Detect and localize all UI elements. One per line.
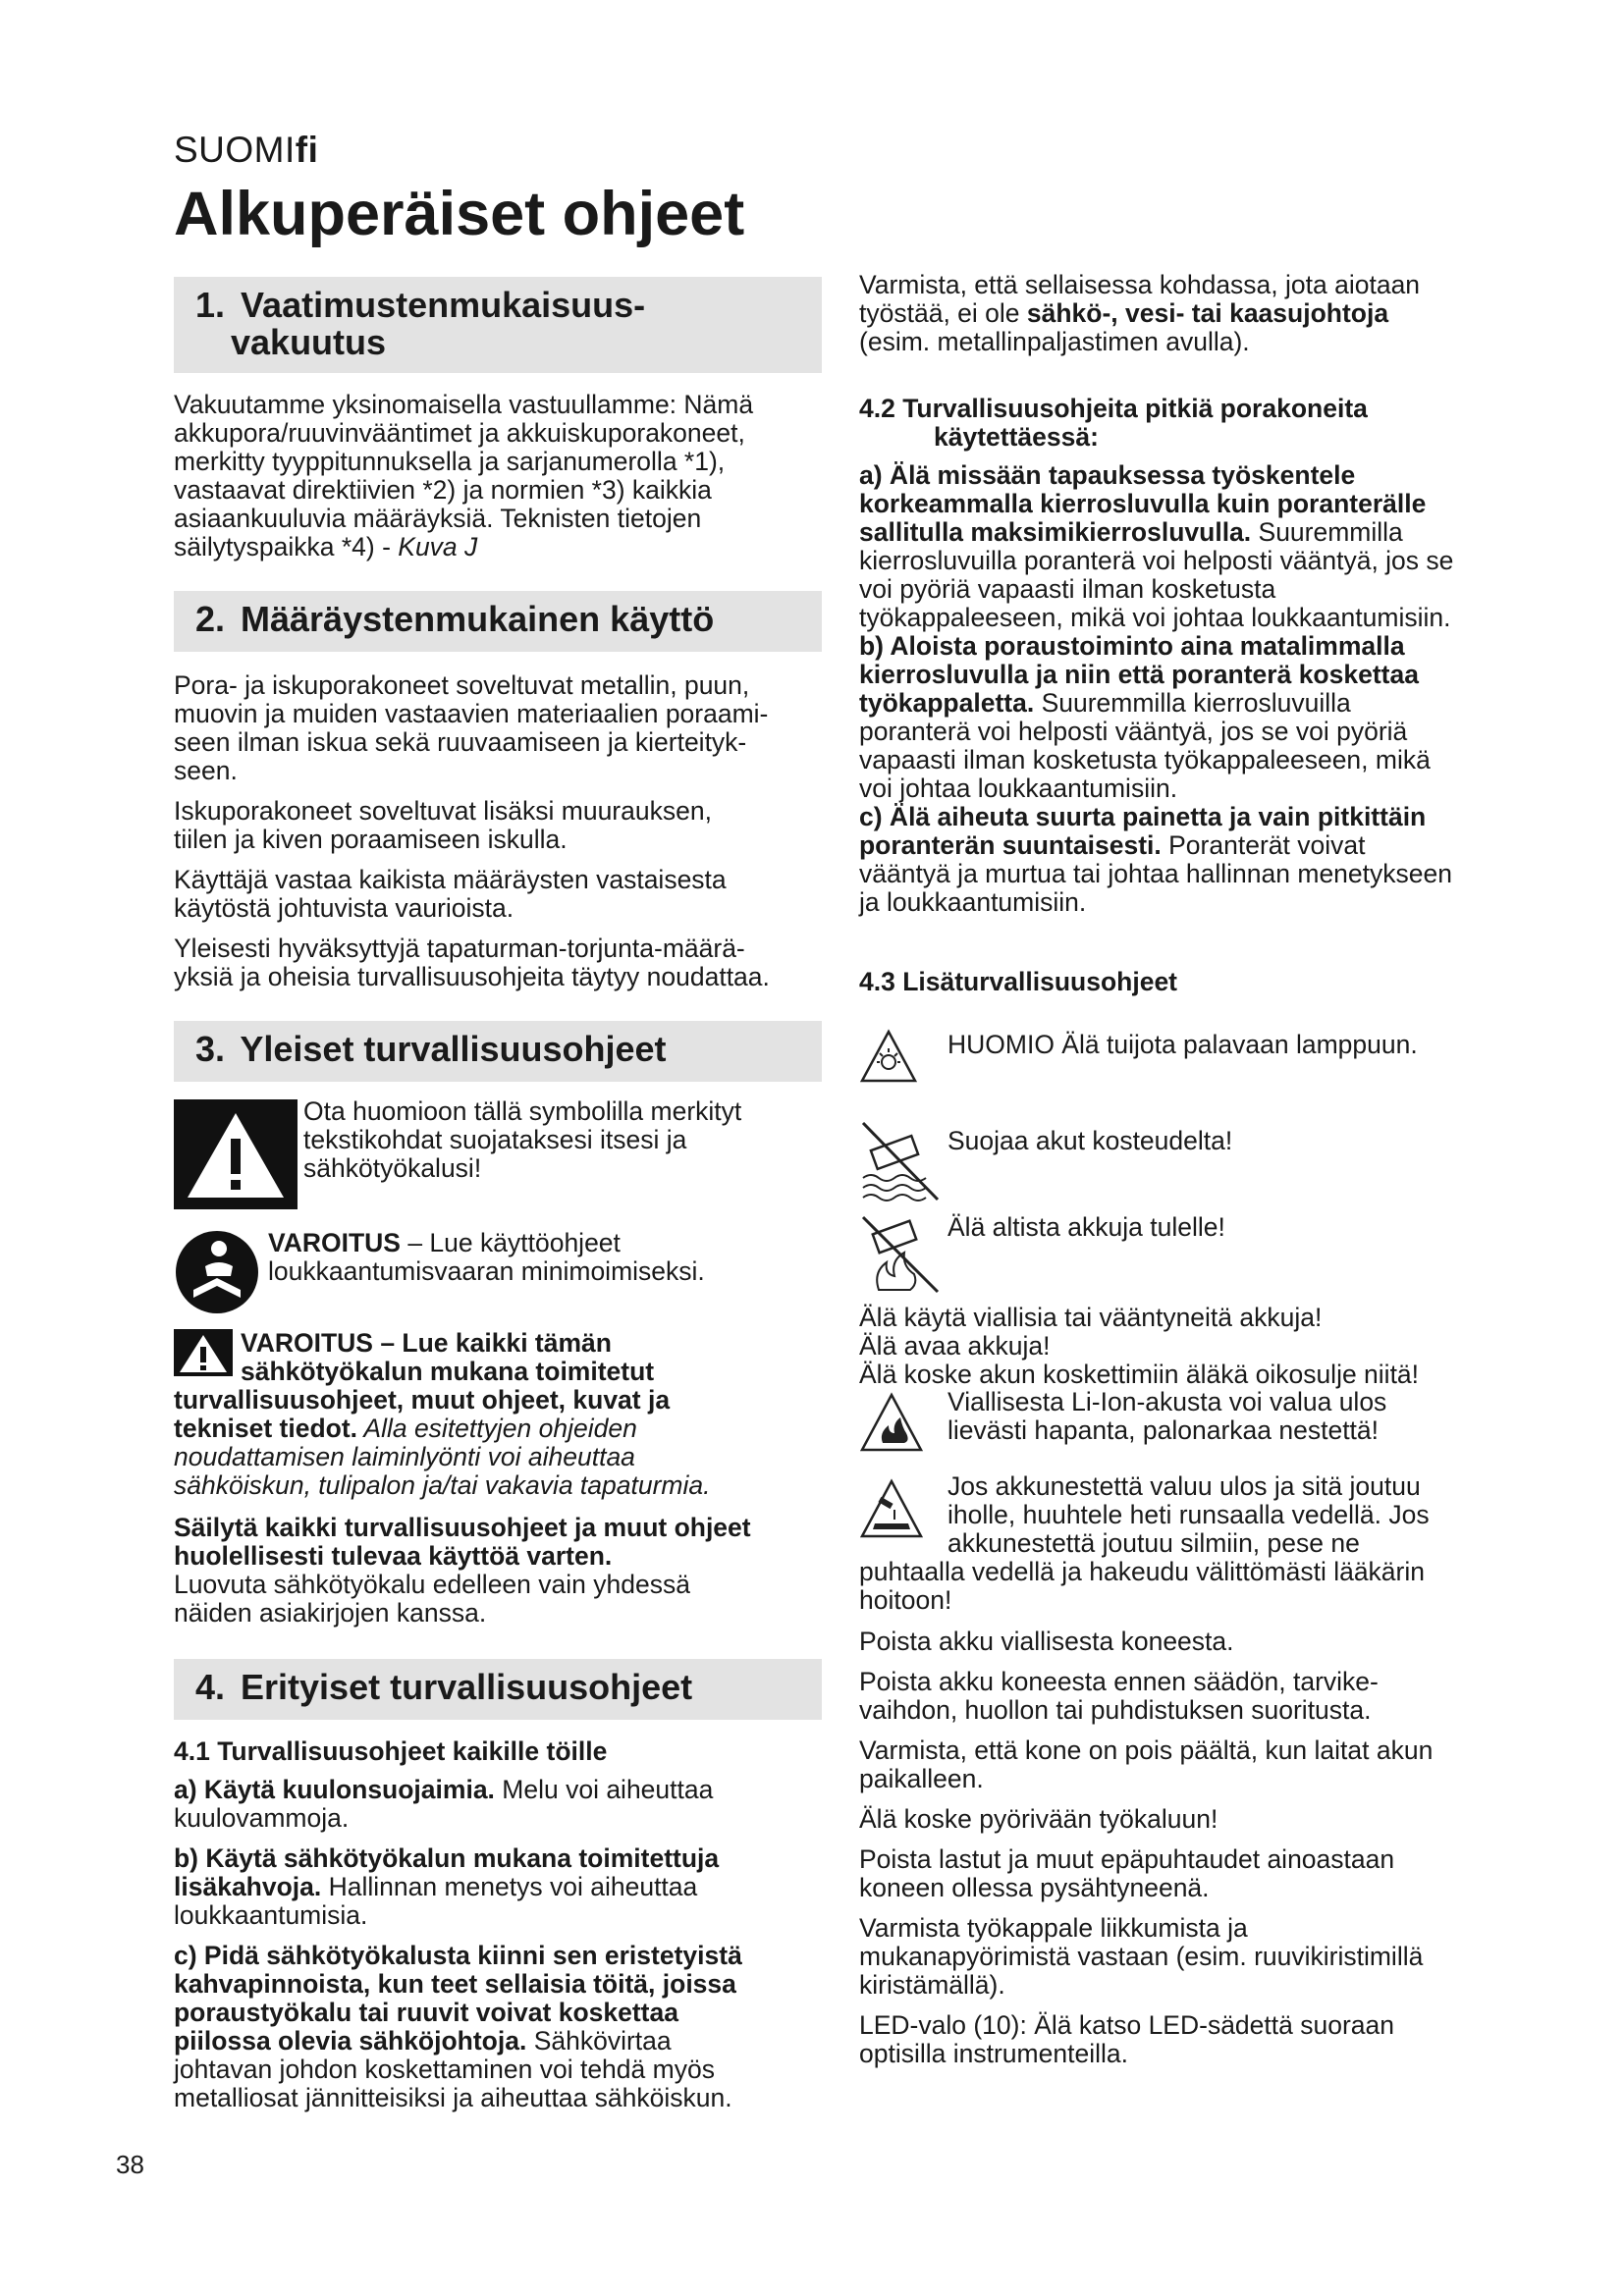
section-4-2: 4.2 Turvallisuusohjeita pitkiä porakoneita käytettäessä: a) Älä missään tapauksessa työskentele korkeammalla kierrosluvulla kuin poranterälle sallitulla maksimikierrosluvulla. Suuremmilla kierrosluvuilla poranterä voi helposti vääntyä, jos se voi pyöriä vapaasti ilman kosketusta työkappaleeseen, mikä voi johtaa loukkaantumisiin. b) Aloista poraustoiminto aina matalimmalla kierrosluvulla ja niin että poranterä koskettaa työkappaletta. Suuremmilla kierrosluvuilla poranterä voi helposti vääntyä, jos se voi pyöriä vapaasti ilman kosketusta työkappaleeseen, mikä voi johtaa loukkaantumisiin. c) Älä aiheuta suurta painetta ja vain pitkittäin poranterän suuntaisesti. Poranterät voivat vääntyä ja murtua tai johtaa hallinnan menetykseen ja loukkaantumisiin. — [859, 394, 1454, 917]
fire-text: Älä altista akkuja tulelle! — [947, 1212, 1225, 1242]
warning-symbol-text: Ota huomioon tällä symbolilla merkityt tekstikohdat suojataksesi itsesi ja sähkötyökalusi! — [303, 1096, 742, 1183]
section-2-heading: 2. Määräystenmukainen käyttö — [174, 591, 822, 652]
section-4-3-heading: 4.3 Lisäturvallisuusohjeet — [859, 967, 1178, 996]
cable-check-paragraph: Varmista, että sellaisessa kohdassa, jota aiotaan työstää, ei ole sähkö-, vesi- tai kaasujohtoja (esim. metallinpaljastimen avulla). — [859, 270, 1421, 356]
section-1-body: Vakuutamme yksinomaisella vastuullamme: Nämä akkupora/ruuvinvääntimet ja akkuiskuporakoneet, merkitty tyyppitunnuksella ja sarjanumerolla *1), vastaavat direktiivien *2) ja normien *3) kaikkia asiaankuuluvia määräyksiä. Teknisten tietojen säilytyspaikka *4) - Kuva J — [174, 390, 754, 561]
language-label: SUOMIfi — [174, 130, 319, 170]
no-fire-icon — [859, 1213, 942, 1296]
skin-contact-text: Jos akkunestettä valuu ulos ja sitä joutuu iholle, huuhtele heti runsaalla vedellä. Jos akkunestettä joutuu silmiin, pese ne — [947, 1471, 1430, 1558]
flammable-icon — [859, 1392, 924, 1453]
read-manual-text: VAROITUS – Lue käyttöohjeet loukkaantumisvaaran minimoimiseksi. — [268, 1228, 705, 1286]
keep-instructions: Säilytä kaikki turvallisuusohjeet ja muut ohjeet huolellisesti tulevaa käyttöä varten. Luovuta sähkötyökalu edelleen vain yhdessä näiden asiakirjojen kanssa. — [174, 1513, 751, 1628]
section-3-heading: 3. Yleiset turvallisuusohjeet — [174, 1021, 822, 1082]
corrosive-icon — [859, 1478, 924, 1539]
section-2-body: Pora- ja iskuporakoneet soveltuvat metallin, puun, muovin ja muiden vastaavien materiaalien poraami- seen ilman iskua sekä ruuvaamiseen ja kierteityk- seen. Iskuporakoneet soveltuvat lisäksi muurauksen, tiilen ja kiven poraamiseen iskulla. Käyttäjä vastaa kaikista määräysten vastaisesta käytöstä johtuvista vaurioista. Yleisesti hyväksyttyjä tapaturman-torjunta-määrä- yksiä ja oheisia turvallisuusohjeita täytyy noudattaa. — [174, 670, 770, 991]
lamp-warning-icon — [859, 1029, 918, 1084]
lamp-warning-text: HUOMIO Älä tuijota palavaan lamppuun. — [947, 1030, 1418, 1059]
page-title: Alkuperäiset ohjeet — [174, 180, 745, 248]
general-rules: Poista akku viallisesta koneesta. Poista akku koneesta ennen säädön, tarvike- vaihdon, huollon tai puhdistuksen suoritusta. Varmista, että kone on pois päältä, kun laitat akun paikalleen. Älä koske pyörivään työkaluun! Poista lastut ja muut epäpuhtaudet ainoastaan koneen ollessa pysähtyneenä. Varmista työkappale liikkumista ja mukanapyörimistä vastaan (esim. ruuvikiristimillä kiristämällä). LED-valo (10): Älä katso LED-sädettä suoraan optisilla instrumenteilla. — [859, 1627, 1434, 2068]
varoitus-paragraph: VAROITUS – Lue kaikki tämän sähkötyökalun mukana toimitetut turvallisuusohjeet, muut ohjeet, kuvat ja tekniset tiedot. Alla esitettyjen ohjeiden noudattamisen laiminlyönti voi aiheuttaa sähköiskun, tulipalon ja/tai vakavia tapaturmia. — [174, 1328, 711, 1500]
section-4-heading: 4. Erityiset turvallisuusohjeet — [174, 1659, 822, 1720]
acid-text: Viallisesta Li-Ion-akusta voi valua ulos lievästi hapanta, palonarkaa nestettä! — [947, 1387, 1387, 1445]
no-moisture-icon — [859, 1119, 942, 1203]
section-1-heading: 1. Vaatimustenmukaisuus- vakuutus — [174, 277, 822, 373]
figure-reference: Kuva J — [398, 532, 478, 561]
skin-contact-text-cont: puhtaalla vedellä ja hakeudu välittömästi lääkärin hoitoon! — [859, 1557, 1425, 1615]
page-number: 38 — [116, 2150, 144, 2179]
warning-symbol-icon — [174, 1099, 298, 1209]
battery-warnings: Älä käytä viallisia tai vääntyneitä akkuja! Älä avaa akkuja! Älä koske akun koskettimiin äläkä oikosulje niitä! — [859, 1303, 1420, 1389]
section-4-body: 4.1 Turvallisuusohjeet kaikille töille a) Käytä kuulonsuojaimia. Melu voi aiheuttaa kuulovammoja. b) Käytä sähkötyökalun mukana toimitettuja lisäkahvoja. Hallinnan menetys voi aiheuttaa loukkaantumisia. c) Pidä sähkötyökalusta kiinni sen eristetyistä kahvapinnoista, kun teet sellaisia töitä, joissa poraustyökalu tai ruuvit voivat koskettaa piilossa olevia sähköjohtoja. Sähkövirtaa johtavan johdon koskettaminen voi tehdä myös metalliosat jännitteisiksi ja aiheuttaa sähköiskun. — [174, 1736, 742, 2112]
moisture-text: Suojaa akut kosteudelta! — [947, 1126, 1233, 1155]
read-manual-icon — [174, 1229, 260, 1315]
